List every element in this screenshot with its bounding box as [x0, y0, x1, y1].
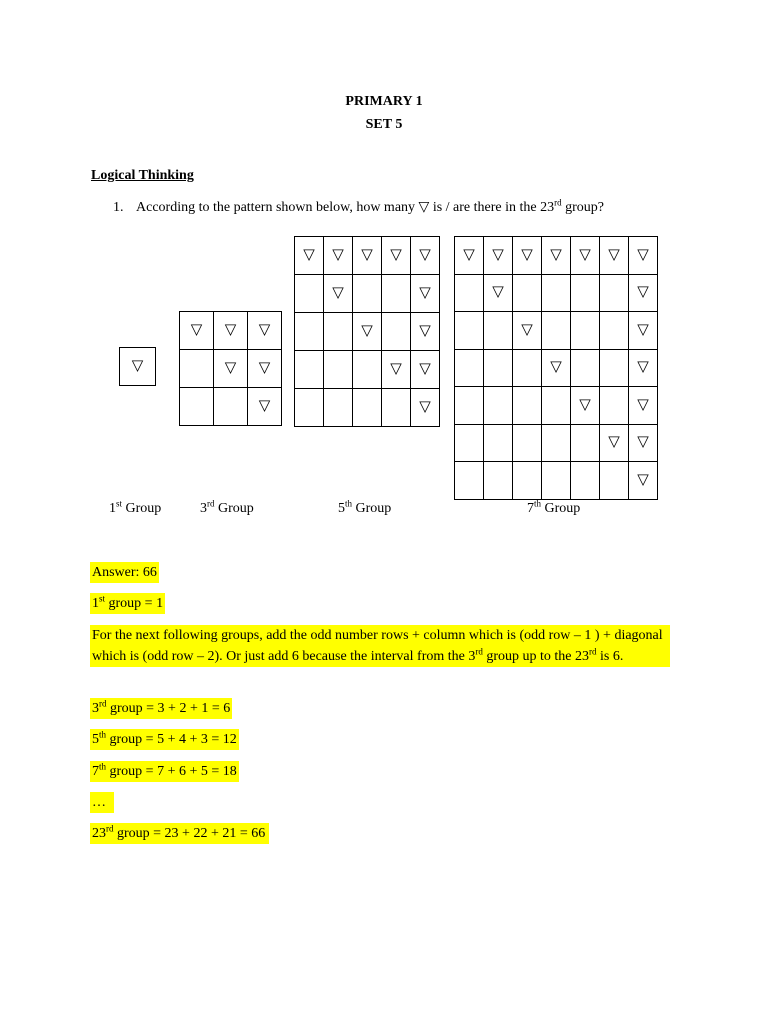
grid-cell: [180, 388, 214, 426]
caption-sup: th: [345, 498, 353, 509]
caption-group-5: [338, 498, 392, 517]
answer-group-23: [90, 823, 269, 844]
grid-cell: [455, 312, 484, 350]
triangle-icon: ▽: [600, 237, 629, 275]
triangle-icon: ▽: [295, 237, 324, 275]
answer-text: group = 23 + 22 + 21 = 66: [113, 826, 266, 841]
question-number: 1.: [113, 200, 124, 215]
grid-cell: [455, 425, 484, 463]
caption-sup: st: [116, 498, 123, 509]
answer-number: 1: [92, 596, 99, 611]
triangle-icon: ▽: [353, 237, 382, 275]
explanation-sup: rd: [475, 646, 483, 657]
triangle-icon: ▽: [484, 275, 513, 313]
caption-text: Group: [541, 501, 581, 516]
grid-cell: [542, 425, 571, 463]
triangle-icon: ▽: [571, 237, 600, 275]
triangle-icon: ▽: [629, 387, 658, 425]
answer-number: 5: [92, 732, 99, 747]
triangle-icon: ▽: [180, 312, 214, 350]
grid-cell: [542, 275, 571, 313]
grid-cell: [571, 462, 600, 500]
grid-cell: [180, 350, 214, 388]
grid-cell: [214, 388, 248, 426]
question-text-before: According to the pattern shown below, how many: [136, 200, 419, 215]
grid-cell: [353, 351, 382, 389]
explanation-text: For the next following groups, add the odd number rows + column which is (odd row – 1 ) + diagonal which is (odd row – 2). Or just add 6 because the interval from the 3: [92, 628, 663, 664]
grid-cell: [542, 387, 571, 425]
grid-cell: [353, 275, 382, 313]
answer-sup: st: [99, 593, 106, 604]
triangle-icon: ▽: [629, 312, 658, 350]
caption-text: Group: [214, 501, 254, 516]
question-line: [113, 199, 604, 216]
grid-cell: [542, 312, 571, 350]
grid-cell: [600, 462, 629, 500]
grid-cell: [600, 350, 629, 388]
grid-cell: [324, 313, 353, 351]
grid-cell: [571, 312, 600, 350]
question-sup: rd: [554, 197, 562, 208]
grid-cell: [295, 389, 324, 427]
answer-number: 3: [92, 701, 99, 716]
triangle-icon: ▽: [411, 237, 440, 275]
caption-text: Group: [352, 501, 392, 516]
answer-sup: rd: [99, 698, 107, 709]
triangle-icon: ▽: [542, 350, 571, 388]
grid-cell: [455, 350, 484, 388]
triangle-icon: ▽: [248, 388, 282, 426]
grid-cell: [571, 275, 600, 313]
grid-cell: [600, 312, 629, 350]
caption-number: 5: [338, 501, 345, 516]
caption-group-7: [527, 498, 581, 517]
grid-cell: [382, 389, 411, 427]
grid-cell: [571, 350, 600, 388]
grid-cell: [600, 387, 629, 425]
grid-cell: [455, 462, 484, 500]
grid-cell: [484, 312, 513, 350]
triangle-icon: ▽: [411, 313, 440, 351]
triangle-icon: ▽: [214, 350, 248, 388]
group-1-grid: [119, 347, 156, 386]
triangle-icon: ▽: [411, 389, 440, 427]
answer-text: group = 5 + 4 + 3 = 12: [106, 732, 237, 747]
caption-group-3: [200, 498, 254, 517]
answer-sup: th: [99, 761, 107, 772]
triangle-icon: ▽: [455, 237, 484, 275]
explanation-text: is 6.: [596, 649, 624, 664]
grid-cell: [513, 387, 542, 425]
grid-cell: [600, 275, 629, 313]
grid-cell: [513, 425, 542, 463]
grid-cell: [455, 275, 484, 313]
question-text-after: group?: [561, 200, 604, 215]
grid-cell: [295, 275, 324, 313]
answer-sup: th: [99, 729, 107, 740]
explanation-text: group up to the 23: [482, 649, 590, 664]
grid-cell: [382, 275, 411, 313]
triangle-icon: ▽: [571, 387, 600, 425]
triangle-icon: ▽: [600, 425, 629, 463]
triangle-icon: ▽: [120, 348, 156, 386]
triangle-icon: ▽: [248, 312, 282, 350]
triangle-icon: ▽: [629, 462, 658, 500]
answer-line: Answer: 66: [90, 562, 159, 583]
grid-cell: [382, 313, 411, 351]
caption-text: Group: [122, 501, 162, 516]
triangle-icon: ▽: [324, 275, 353, 313]
group-5-grid: [294, 236, 440, 427]
grid-cell: [484, 387, 513, 425]
triangle-icon: ▽: [418, 200, 430, 215]
answer-group-3: [90, 698, 232, 719]
group-7-grid: [454, 236, 658, 500]
triangle-icon: ▽: [248, 350, 282, 388]
explanation-sup: rd: [589, 646, 597, 657]
answer-number: 23: [92, 826, 106, 841]
page-title: PRIMARY 1: [345, 94, 423, 109]
triangle-icon: ▽: [353, 313, 382, 351]
triangle-icon: ▽: [542, 237, 571, 275]
grid-cell: [542, 462, 571, 500]
grid-cell: [513, 275, 542, 313]
grid-cell: [324, 351, 353, 389]
section-heading: Logical Thinking: [91, 168, 194, 183]
caption-number: 1: [109, 501, 116, 516]
triangle-icon: ▽: [513, 312, 542, 350]
grid-cell: [484, 350, 513, 388]
caption-number: 3: [200, 501, 207, 516]
grid-cell: [455, 387, 484, 425]
grid-cell: [484, 425, 513, 463]
question-text-middle: is / are there in the 23: [429, 200, 555, 215]
answer-group-7: [90, 761, 239, 782]
answer-text: group = 1: [105, 596, 164, 611]
answer-sup: rd: [106, 823, 114, 834]
triangle-icon: ▽: [382, 351, 411, 389]
page-subtitle: SET 5: [365, 117, 403, 132]
caption-sup: th: [534, 498, 542, 509]
answer-ellipsis: …: [90, 792, 114, 813]
triangle-icon: ▽: [214, 312, 248, 350]
answer-number: 7: [92, 764, 99, 779]
grid-cell: [571, 425, 600, 463]
triangle-icon: ▽: [629, 275, 658, 313]
caption-sup: rd: [207, 498, 215, 509]
triangle-icon: ▽: [411, 351, 440, 389]
answer-explanation: [90, 625, 670, 667]
grid-cell: [295, 313, 324, 351]
triangle-icon: ▽: [629, 350, 658, 388]
grid-cell: [324, 389, 353, 427]
answer-text: group = 3 + 2 + 1 = 6: [106, 701, 231, 716]
triangle-icon: ▽: [629, 425, 658, 463]
grid-cell: [513, 462, 542, 500]
grid-cell: [353, 389, 382, 427]
answer-group-5: [90, 729, 239, 750]
triangle-icon: ▽: [411, 275, 440, 313]
grid-cell: [484, 462, 513, 500]
answer-text: group = 7 + 6 + 5 = 18: [106, 764, 237, 779]
answer-group-1: [90, 593, 165, 614]
triangle-icon: ▽: [629, 237, 658, 275]
group-3-grid: [179, 311, 282, 426]
grid-cell: [295, 351, 324, 389]
caption-number: 7: [527, 501, 534, 516]
caption-group-1: [109, 498, 162, 517]
triangle-icon: ▽: [513, 237, 542, 275]
grid-cell: [513, 350, 542, 388]
triangle-icon: ▽: [382, 237, 411, 275]
triangle-icon: ▽: [484, 237, 513, 275]
triangle-icon: ▽: [324, 237, 353, 275]
